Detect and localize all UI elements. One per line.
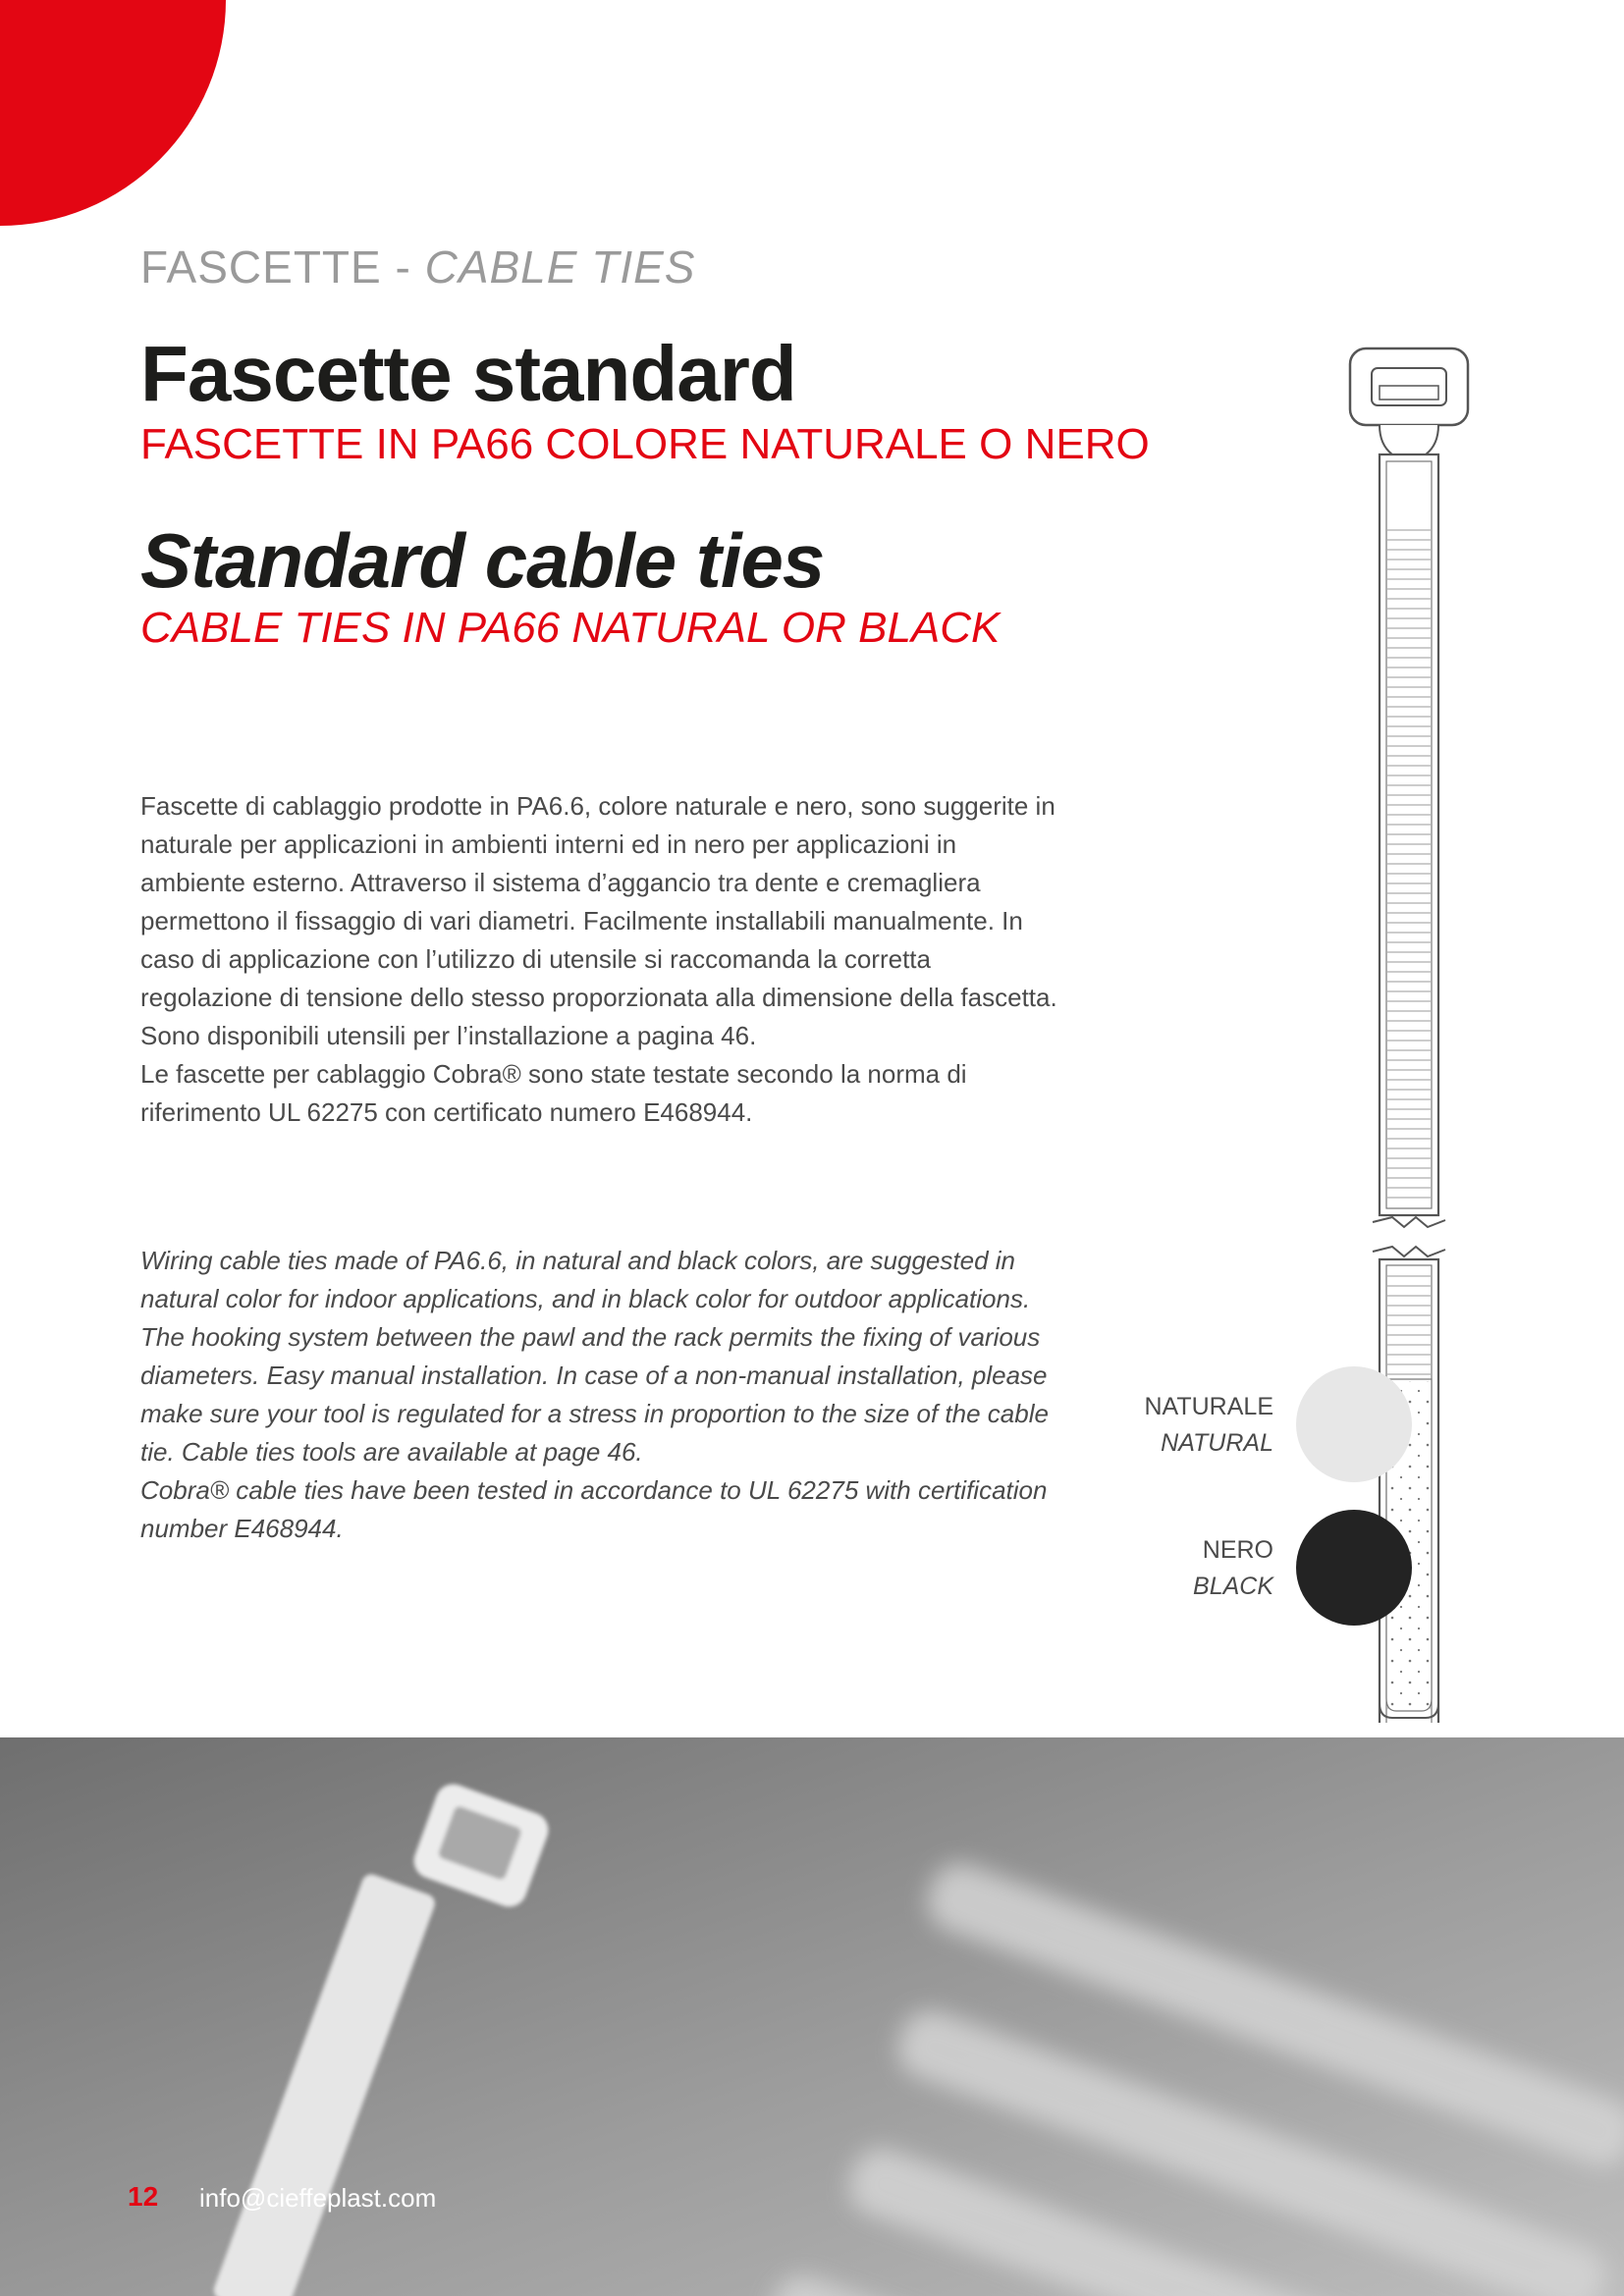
description-english (140, 1242, 1063, 1548)
certification-italian-text: Le fascette per cablaggio Cobra® sono state testate secondo la norma di riferimento UL 62275 con certificato numero E468944. (140, 1059, 967, 1127)
black-color-swatch (1296, 1510, 1412, 1626)
title-english: Standard cable ties (140, 517, 825, 604)
red-corner-decoration (0, 0, 226, 226)
subtitle-italian: FASCETTE IN PA66 COLORE NATURALE O NERO (140, 420, 1150, 468)
description-italian (140, 787, 1063, 1132)
swatch-label-black: NERO BLACK (1193, 1536, 1273, 1600)
swatch-label-natural: NATURALE NATURAL (1144, 1393, 1273, 1457)
page-number: 12 (128, 2181, 159, 2212)
section-label: FASCETTE - CABLE TIES (140, 241, 696, 293)
subtitle-english: CABLE TIES IN PA66 NATURAL OR BLACK (140, 604, 1001, 652)
description-italian-text: Fascette di cablaggio prodotte in PA6.6, colore naturale e nero, sono suggerite in naturale per applicazioni in ambienti interni ed in nero per applicazioni in ambiente esterno. Attraverso il sistema d’aggancio tra dente e cremagliera permettono il fissaggio di vari diametri. Facilmente installabili manualmente. In caso di applicazione con l’utilizzo di utensile si raccomanda la corretta regolazione di tensione dello stesso proporzionata alla dimensione della fascetta. Sono disponibili utensili per l’installazione a pagina 46. (140, 791, 1057, 1050)
title-italian: Fascette standard (140, 330, 796, 417)
certification-english-text: Cobra® cable ties have been tested in accordance to UL 62275 with certification number E468944. (140, 1475, 1048, 1543)
description-english-text: Wiring cable ties made of PA6.6, in natural and black colors, are suggested in natural color for indoor applications, and in black color for outdoor applications. The hooking system between the pawl and the rack permits the fixing of various diameters. Easy manual installation. In case of a non-manual installation, please make sure your tool is regulated for a stress in proportion to the size of the cable tie. Cable ties tools are available at page 46. (140, 1246, 1049, 1467)
email-link[interactable]: info@cieffeplast.com (199, 2183, 437, 2213)
natural-color-swatch (1296, 1366, 1412, 1482)
